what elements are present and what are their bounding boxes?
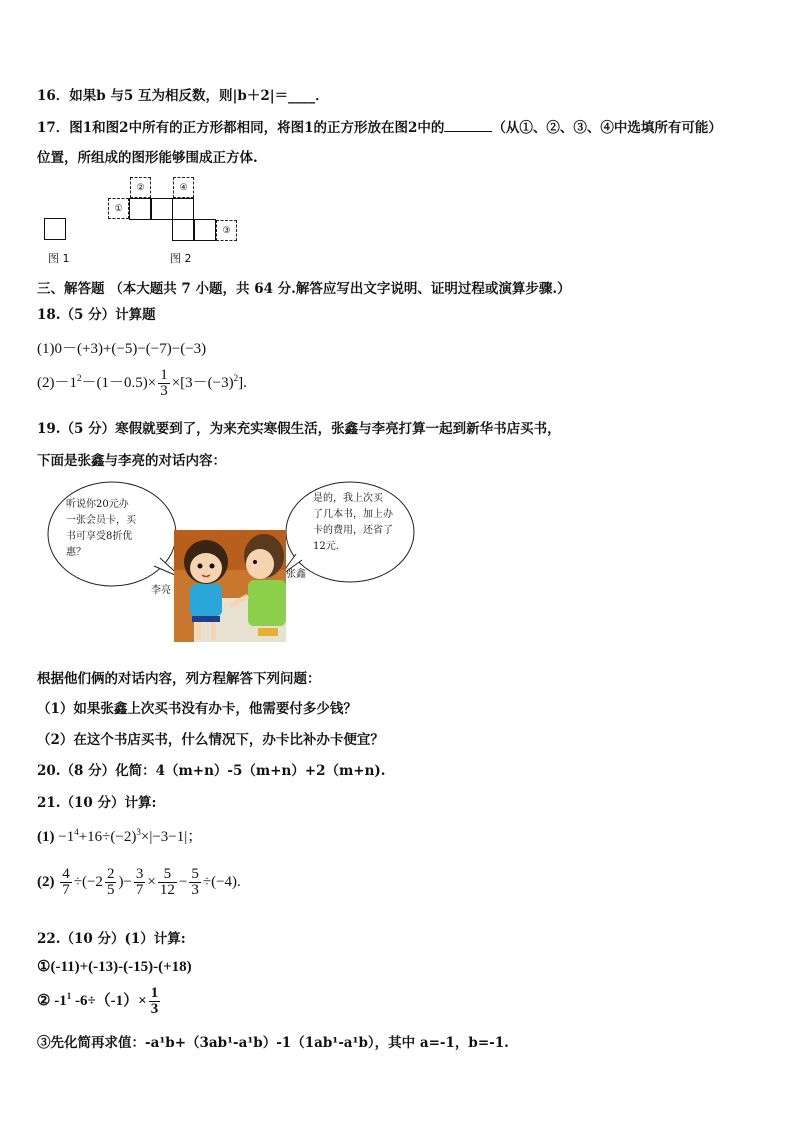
fraction — [149, 986, 161, 1017]
figure2-caption: 图 2 — [170, 252, 192, 265]
bubble-line: 听说你20元办 — [66, 499, 129, 510]
question-17-line2 — [37, 146, 258, 166]
net-square — [172, 198, 194, 220]
numerator: 3 — [135, 866, 144, 882]
expr: ×[3－(−3) — [171, 374, 234, 391]
speech-bubble-left — [66, 497, 136, 561]
question-22-title: 22.（10 分）(1）计算: — [37, 931, 186, 947]
question-22-part2 — [37, 986, 162, 1017]
question-17-text-2: 位置，所组成的图形能够围成正方体. — [37, 150, 258, 166]
net-square — [151, 198, 173, 220]
net-square — [194, 219, 216, 241]
expr: ② -1 — [37, 992, 67, 1009]
numerator: 1 — [160, 367, 168, 383]
net-square — [129, 198, 151, 220]
question-16-text: 16．如果b 与5 互为相反数，则|b＋2|＝____． — [37, 88, 329, 104]
slot-3: ③ — [216, 220, 237, 241]
expr: − — [178, 873, 188, 890]
question-20: 20.（8 分）化简：4（m+n）-5（m+n）+2（m+n). — [37, 763, 386, 779]
question-18-title: 18.（5 分）计算题 — [37, 307, 156, 323]
bubble-line: 卡的费用，还省了 — [313, 525, 393, 536]
expr: +16÷(−2) — [78, 829, 137, 845]
bubble-line: 了几本书，加上办 — [313, 509, 393, 520]
expr: × — [147, 873, 156, 890]
name-label-right: 张鑫 — [286, 569, 306, 580]
net-square — [172, 219, 194, 241]
fraction — [60, 867, 72, 898]
denominator: 7 — [62, 882, 70, 898]
question-21-part2 — [37, 867, 241, 898]
section-3-heading — [37, 277, 571, 297]
denominator: 3 — [150, 1001, 159, 1017]
denominator: 5 — [106, 882, 115, 898]
question-21-part1 — [37, 825, 202, 846]
speech-bubble-right — [313, 491, 393, 555]
slot-1: ① — [108, 198, 129, 219]
denominator: 3 — [191, 882, 199, 898]
exponent: 1 — [66, 990, 72, 1001]
expr: ÷(−2 — [73, 873, 103, 890]
numerator: 2 — [106, 866, 115, 882]
figure1-caption: 图 1 — [48, 252, 70, 265]
denominator: 7 — [135, 882, 144, 898]
exponent: 4 — [74, 827, 79, 837]
question-19-after: 根据他们俩的对话内容，列方程解答下列问题： — [37, 671, 321, 687]
fraction — [189, 867, 201, 898]
question-17-line1 — [37, 116, 722, 136]
question-18-part1: (1)0－(+3)+(−5)−(−7)−(−3) — [37, 341, 207, 357]
exponent: 3 — [136, 827, 141, 837]
denominator: 12 — [159, 882, 175, 898]
bubble-line: 书可享受8折优 — [66, 531, 133, 542]
question-19-sub1: （1）如果张鑫上次买书没有办卡，他需要付多少钱？ — [37, 701, 357, 717]
exponent: 2 — [233, 372, 239, 383]
fraction — [105, 867, 117, 898]
figure1-square — [44, 218, 66, 240]
bubble-line: 是的，我上次买 — [313, 493, 383, 504]
fraction — [158, 867, 177, 898]
fraction — [134, 867, 146, 898]
question-16 — [37, 84, 329, 104]
answer-blank — [444, 131, 492, 132]
question-19-sub2: （2）在这个书店买书，什么情况下，办卡比补办卡便宜？ — [37, 732, 384, 748]
numerator: 5 — [158, 867, 177, 883]
name-label-left: 李亮 — [151, 585, 171, 596]
question-17-tail: （从①、②、③、④中选填所有可能） — [492, 120, 722, 136]
question-21-title: 21.（10 分）计算: — [37, 795, 157, 811]
question-19-line1: 19.（5 分）寒假就要到了，为来充实寒假生活，张鑫与李亮打算一起到新华书店买书， — [37, 421, 561, 437]
expr: ×|−3−1|； — [140, 829, 203, 845]
slot-2: ② — [130, 177, 151, 198]
expr: (2)－1 — [37, 374, 77, 391]
bubble-line: 惠？ — [66, 547, 86, 558]
exponent: 2 — [77, 372, 82, 383]
section-3-text: 三、解答题 （本大题共 7 小题，共 64 分.解答应写出文字说明、证明过程或演算步骤.） — [37, 281, 571, 297]
part-label: (2) — [37, 873, 55, 890]
question-22-part3: ③先化简再求值：-a¹b+（3ab¹-a¹b）-1（1ab¹-a¹b），其中 a=-1，b=-1. — [37, 1035, 509, 1051]
numerator: 1 — [150, 985, 159, 1001]
slot-4: ④ — [173, 177, 194, 198]
expr: ]. — [238, 374, 247, 391]
expr: −1 — [58, 829, 75, 845]
fraction — [158, 368, 170, 399]
part-label: (1) — [37, 829, 55, 845]
question-19-line2: 下面是张鑫与李亮的对话内容： — [37, 453, 226, 469]
denominator: 3 — [160, 383, 168, 399]
bubble-line: 一张会员卡，买 — [66, 515, 136, 526]
numerator: 4 — [62, 866, 70, 882]
question-17-text: 17．图1和图2中所有的正方形都相同，将图1的正方形放在图2中的 — [37, 120, 445, 136]
expr: -6÷（-1）× — [71, 992, 147, 1009]
numerator: 5 — [191, 866, 199, 882]
expr: )− — [118, 873, 132, 890]
expr: ÷(−4). — [202, 873, 241, 890]
question-22-part1: ①(-11)+(-13)-(-15)-(+18) — [37, 959, 192, 975]
bubble-line: 12元. — [313, 541, 339, 552]
question-18-part2 — [37, 368, 247, 399]
expr: －(1－0.5)× — [81, 374, 157, 391]
